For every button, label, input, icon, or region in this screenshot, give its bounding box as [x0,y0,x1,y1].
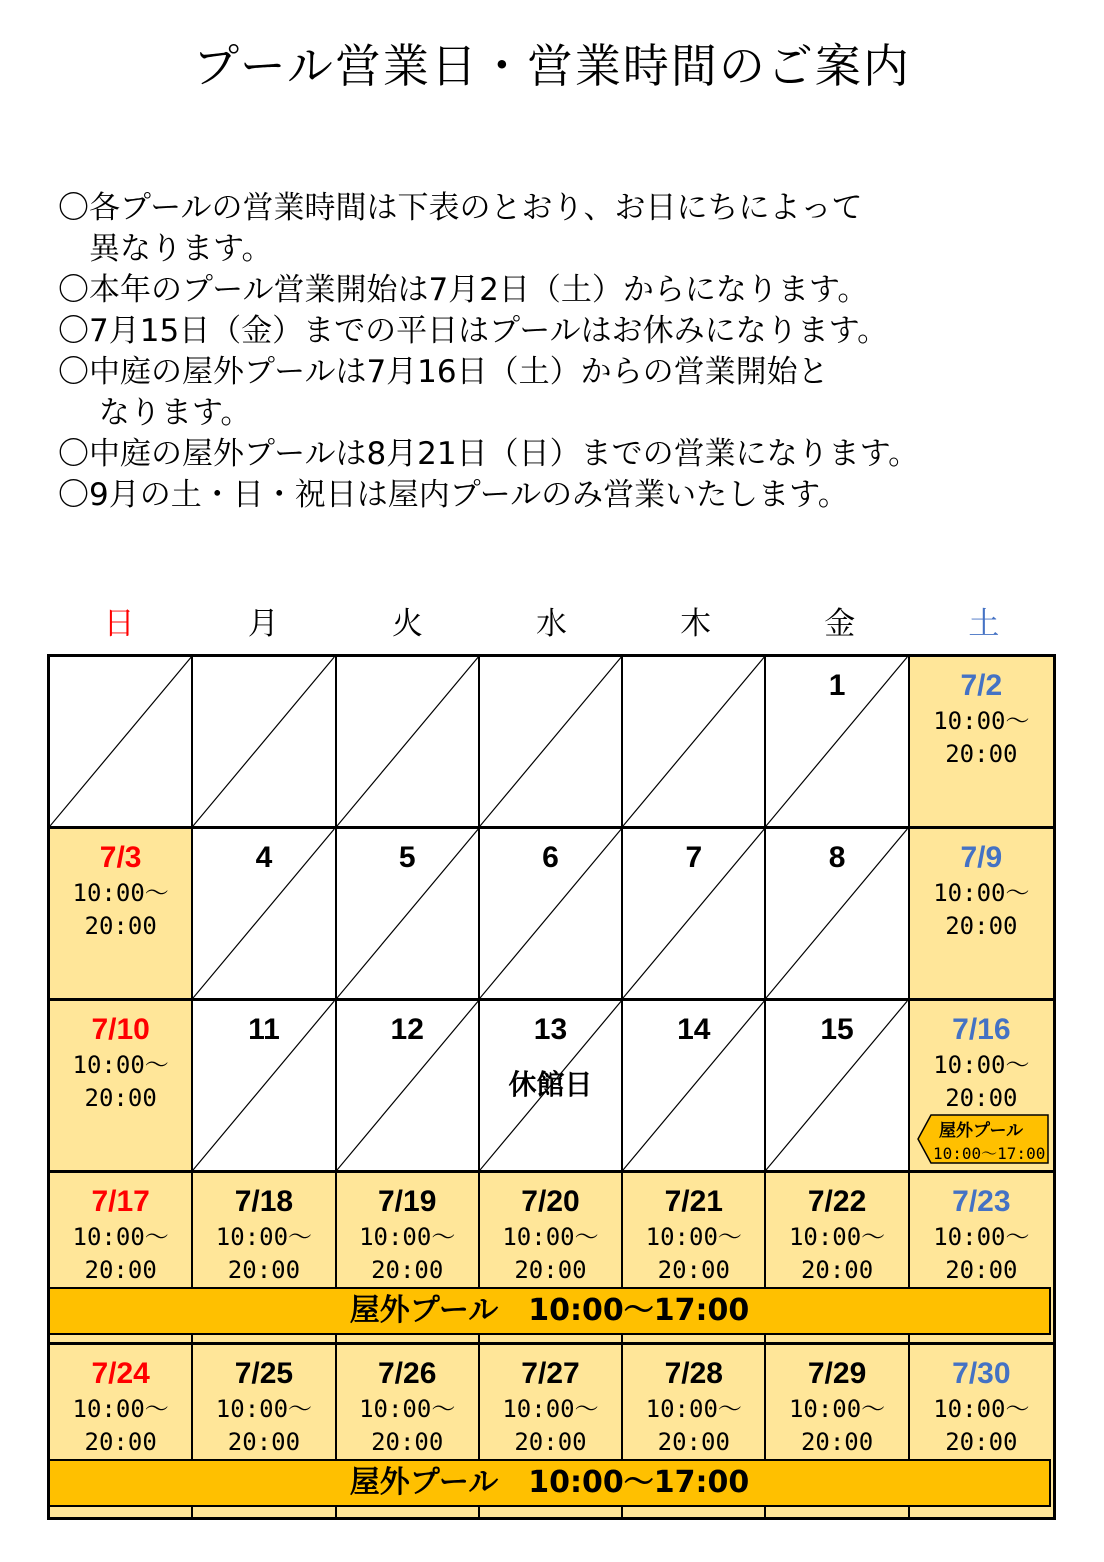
day-number: 1 [828,669,846,702]
day-number: 7/9 [960,841,1003,874]
hours-end: 20:00 [84,1256,157,1284]
hours-end: 20:00 [84,1428,157,1456]
calendar-day-cell [766,829,909,1001]
hours-start: 10:00〜 [502,1395,599,1423]
day-number: 7/26 [378,1357,437,1390]
notes-list [58,188,1058,516]
hours-start: 10:00〜 [72,1223,169,1251]
day-number: 7/25 [234,1357,294,1390]
calendar-grid [47,654,1056,1520]
closed-day-label: 休館日 [508,1068,593,1101]
hours-start: 10:00〜 [72,1051,169,1079]
hours-start: 10:00〜 [72,879,169,907]
hours-start: 10:00〜 [502,1223,599,1251]
opening-hours [910,705,1053,771]
calendar-day-cell [193,829,336,1001]
day-number: 7/18 [234,1185,294,1218]
day-number: 11 [248,1013,280,1046]
hours-start: 10:00〜 [933,1051,1030,1079]
note-line: 異なります。 [58,231,273,267]
hours-start: 10:00〜 [645,1223,742,1251]
hours-end: 20:00 [371,1256,444,1284]
hours-start: 10:00〜 [72,1395,169,1423]
hours-start: 10:00〜 [215,1395,313,1423]
note-line: 〇7月15日（金）までの平日はプールはお休みになります。 [58,313,889,349]
day-number: 5 [398,841,416,874]
outdoor-tag-title: 屋外プール [939,1121,1024,1141]
day-number: 8 [828,841,846,874]
opening-hours [50,1393,191,1459]
opening-hours [910,1049,1053,1115]
closed-diagonal-line [480,657,621,826]
note-line: 〇各プールの営業時間は下表のとおり、お日にちによって [58,190,863,226]
closed-diagonal-line [193,657,334,826]
opening-hours [623,1221,764,1287]
opening-hours [50,877,191,943]
hours-start: 10:00〜 [933,1395,1030,1423]
opening-hours [193,1221,334,1287]
hours-end: 20:00 [84,912,157,940]
hours-end: 20:00 [945,1428,1018,1456]
note-line: 〇中庭の屋外プールは7月16日（土）からの営業開始と [58,354,829,390]
day-number: 7 [685,841,703,874]
day-number: 6 [542,841,559,874]
calendar-day-cell [910,1001,1053,1173]
opening-hours [623,1393,764,1459]
hours-start: 10:00〜 [645,1395,742,1423]
calendar-day-cell [480,1001,623,1173]
hours-start: 10:00〜 [933,879,1030,907]
calendar-day-cell [766,657,909,829]
calendar-day-cell [480,829,623,1001]
hours-end: 20:00 [227,1428,301,1456]
hours-start: 10:00〜 [933,707,1030,735]
day-number: 7/17 [91,1185,150,1218]
weekday-monday: 月 [247,606,279,642]
day-number: 7/24 [91,1357,150,1390]
calendar-day-cell [50,1001,193,1173]
weekday-wednesday: 水 [535,606,567,642]
closed-diagonal-line [337,657,478,826]
hours-start: 10:00〜 [359,1223,456,1251]
day-number: 7/20 [521,1185,580,1218]
calendar-day-cell [623,1001,766,1173]
calendar-day-cell [623,657,766,829]
weekday-thursday: 木 [680,606,712,642]
weekday-header [47,598,1056,644]
calendar-day-cell [910,829,1053,1001]
opening-hours [193,1393,334,1459]
note-line: なります。 [58,395,252,431]
day-number: 12 [390,1013,424,1046]
day-number: 7/2 [960,669,1003,702]
opening-hours [50,1049,191,1115]
hours-end: 20:00 [800,1428,874,1456]
calendar-day-cell [910,657,1053,829]
day-number: 7/3 [99,841,142,874]
note-line: 〇9月の土・日・祝日は屋内プールのみ営業いたします。 [58,477,849,513]
opening-hours [910,877,1053,943]
day-number: 7/10 [91,1013,150,1046]
hours-end: 20:00 [514,1256,587,1284]
opening-hours [50,1221,191,1287]
hours-start: 10:00〜 [359,1395,456,1423]
outdoor-tag-hours: 10:00〜17:00 [933,1144,1046,1163]
calendar-day-cell [193,657,336,829]
hours-start: 10:00〜 [215,1223,313,1251]
calendar-day-cell [337,829,480,1001]
hours-end: 20:00 [945,1084,1018,1112]
weekday-saturday: 土 [968,606,1000,642]
opening-hours [766,1393,907,1459]
opening-hours [337,1393,478,1459]
weekday-friday: 金 [824,606,856,642]
day-number: 7/19 [378,1185,437,1218]
calendar-day-cell [50,657,193,829]
day-number: 7/22 [807,1185,867,1218]
calendar-day-cell [50,829,193,1001]
calendar-day-cell [766,1001,909,1173]
hours-end: 20:00 [227,1256,301,1284]
opening-hours [910,1393,1053,1459]
hours-end: 20:00 [800,1256,874,1284]
calendar-day-cell [337,1001,480,1173]
hours-end: 20:00 [945,740,1018,768]
hours-end: 20:00 [371,1428,444,1456]
note-line: 〇中庭の屋外プールは8月21日（日）までの営業になります。 [58,436,920,472]
note-line: 〇本年のプール営業開始は7月2日（土）からになります。 [58,272,869,308]
outdoor-pool-band: 屋外プール 10:00〜17:00 [48,1459,1051,1507]
hours-end: 20:00 [514,1428,587,1456]
calendar-day-cell [480,657,623,829]
calendar-day-cell [623,829,766,1001]
day-number: 14 [677,1013,711,1046]
calendar-day-cell [193,1001,336,1173]
opening-hours [480,1221,621,1287]
closed-diagonal-line [623,657,764,826]
day-number: 7/23 [952,1185,1011,1218]
calendar-day-cell [337,657,480,829]
opening-hours [910,1221,1053,1287]
hours-start: 10:00〜 [933,1223,1030,1251]
day-number: 13 [533,1013,568,1046]
day-number: 7/29 [807,1357,867,1390]
day-number: 4 [255,841,273,874]
day-number: 7/21 [664,1185,723,1218]
hours-end: 20:00 [84,1084,157,1112]
outdoor-pool-tag [917,1114,1049,1164]
weekday-tuesday: 火 [391,606,423,642]
day-number: 7/28 [664,1357,723,1390]
hours-start: 10:00〜 [788,1223,886,1251]
opening-hours [480,1393,621,1459]
day-number: 7/16 [952,1013,1011,1046]
opening-hours [337,1221,478,1287]
hours-end: 20:00 [657,1428,730,1456]
day-number: 15 [820,1013,854,1046]
opening-hours [766,1221,907,1287]
day-number: 7/30 [952,1357,1011,1390]
day-number: 7/27 [521,1357,580,1390]
closed-diagonal-line [50,657,191,826]
outdoor-pool-band: 屋外プール 10:00〜17:00 [48,1287,1051,1335]
hours-end: 20:00 [657,1256,730,1284]
hours-end: 20:00 [945,912,1018,940]
hours-start: 10:00〜 [788,1395,886,1423]
page-title: プール営業日・営業時間のご案内 [193,39,911,93]
hours-end: 20:00 [945,1256,1018,1284]
weekday-sunday: 日 [103,606,135,642]
